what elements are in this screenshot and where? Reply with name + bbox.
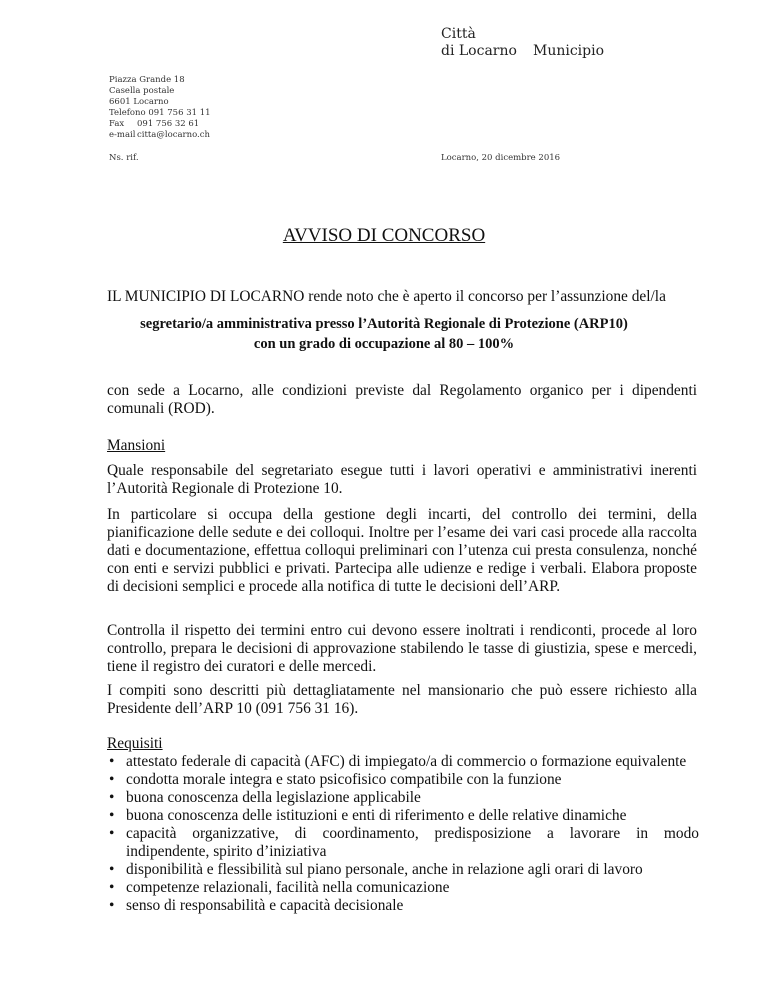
requisiti-item-continuation: indipendente, spirito d’iniziativa <box>126 843 327 860</box>
letterhead-municipio: Municipio <box>533 43 605 59</box>
letterhead-city-line2: di Locarno <box>441 43 517 59</box>
address-phone: Telefono 091 756 31 11 <box>109 108 211 118</box>
sender-address <box>109 75 211 141</box>
requisiti-item: • buona conoscenza della legislazione applicabile <box>107 789 699 807</box>
email-value: citta@locarno.ch <box>137 130 210 140</box>
letterhead-city-line1: Città <box>441 26 476 42</box>
mansioni-paragraph: Quale responsabile del segretariato esegue tutti i lavori operativi e amministrativi inerenti l’Autorità Regionale di Protezione 10. <box>107 462 697 497</box>
address-email <box>109 130 211 141</box>
mansioni-paragraph: Controlla il rispetto dei termini entro cui devono essere inoltrati i rendiconti, procede al loro controllo, prepara le decisioni di approvazione stabilendo le tasse di giustizia, spese e mercedi, tiene il registro dei curatori e delle mercedi. <box>107 622 697 675</box>
conditions-paragraph: con sede a Locarno, alle condizioni previste dal Regolamento organico per i dipendenti comunali (ROD). <box>107 382 697 417</box>
requisiti-item: • capacità organizzative, di coordinamento, predisposizione a lavorare in modo <box>107 825 699 843</box>
email-label: e-mail <box>109 130 136 140</box>
requisiti-item: • competenze relazionali, facilità nella comunicazione <box>107 879 699 897</box>
address-line: Casella postale <box>109 86 175 96</box>
requisiti-list <box>107 753 699 915</box>
address-line: Piazza Grande 18 <box>109 75 185 85</box>
requisiti-item: • disponibilità e flessibilità sul piano personale, anche in relazione agli orari di lavoro <box>107 861 699 879</box>
document-title: AVVISO DI CONCORSO <box>282 225 486 246</box>
requisiti-item: • buona conoscenza delle istituzioni e enti di riferimento e delle relative dinamiche <box>107 807 699 825</box>
position-title: segretario/a amministrativa presso l’Autorità Regionale di Protezione (ARP10) <box>140 316 628 332</box>
letterhead-city <box>441 26 517 60</box>
mansioni-paragraph: I compiti sono descritti più dettagliatamente nel mansionario che può essere richiesto alla Presidente dell’ARP 10 (091 756 31 16). <box>107 682 697 717</box>
requisiti-item: • senso di responsabilità e capacità decisionale <box>107 897 699 915</box>
letter-date: Locarno, 20 dicembre 2016 <box>441 153 561 163</box>
fax-label: Fax <box>109 119 125 129</box>
reference: Ns. rif. <box>109 153 139 163</box>
mansioni-heading: Mansioni <box>107 437 166 454</box>
mansioni-paragraph: In particolare si occupa della gestione degli incarti, del controllo dei termini, della pianificazione delle sedute e dei colloqui. Inoltre per l’esame dei vari casi procede alla raccolta dati e documentazione, effettua colloqui preliminari con l’utenza cui presta consulenza, nonché con enti e servizi pubblici e privati. Partecipa alle udienze e redige i verbali. Elabora proposte di decisioni semplici e procede alla notifica di tutte le decisioni dell’ARP. <box>107 506 697 595</box>
position-occupation: con un grado di occupazione al 80 – 100% <box>253 336 515 352</box>
requisiti-item: • attestato federale di capacità (AFC) di impiegato/a di commercio o formazione equivalente <box>107 753 699 771</box>
address-fax <box>109 119 211 130</box>
address-line: 6601 Locarno <box>109 97 169 107</box>
requisiti-heading: Requisiti <box>107 735 163 752</box>
intro-paragraph: IL MUNICIPIO DI LOCARNO rende noto che è aperto il concorso per l’assunzione del/la <box>107 288 666 305</box>
requisiti-item: • condotta morale integra e stato psicofisico compatibile con la funzione <box>107 771 699 789</box>
fax-value: 091 756 32 61 <box>137 119 200 129</box>
